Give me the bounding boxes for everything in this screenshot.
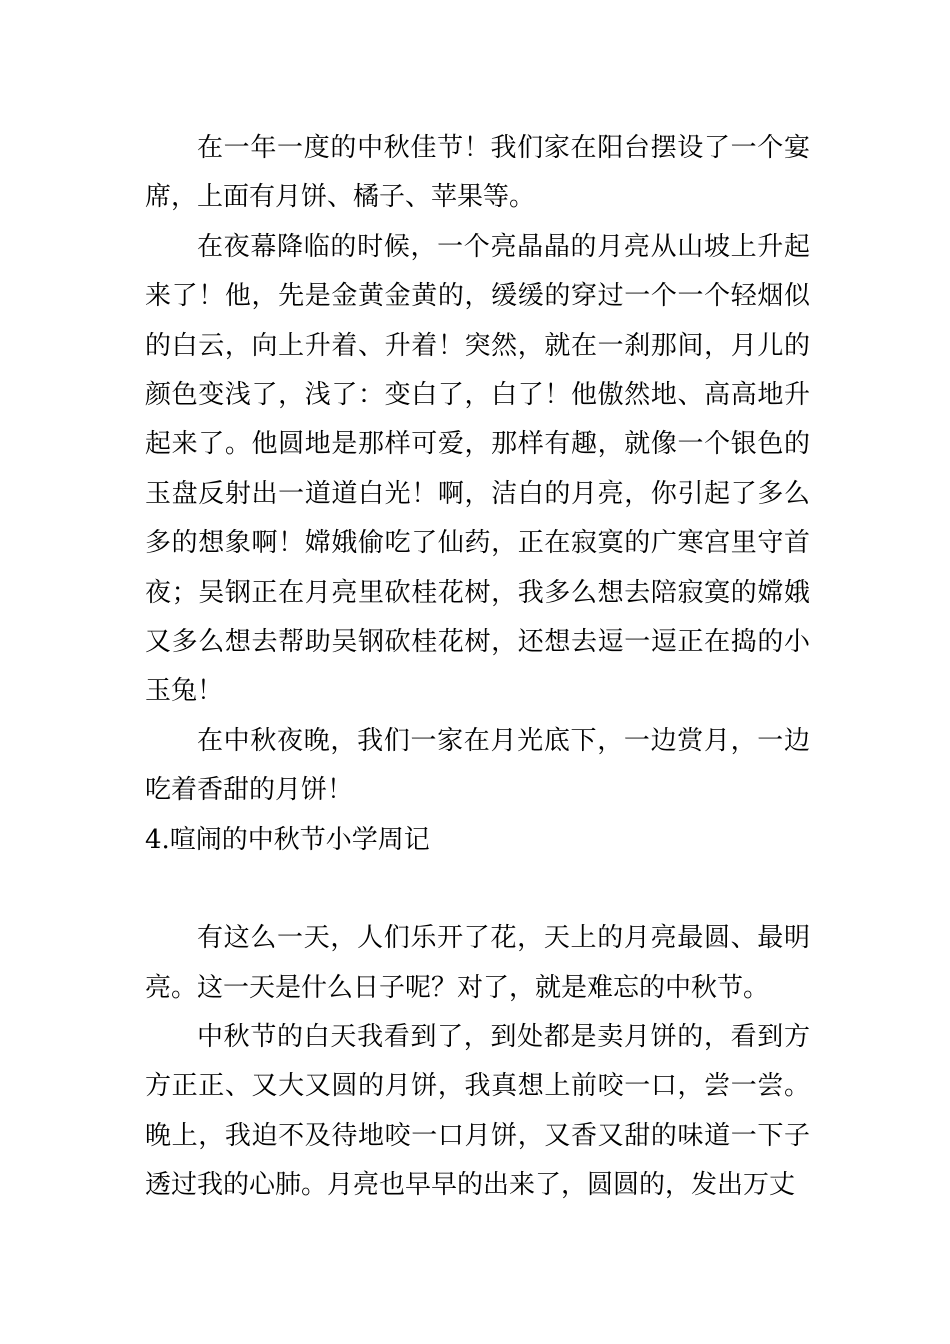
paragraph-5: 中秋节的白天我看到了，到处都是卖月饼的，看到方方正正、又大又圆的月饼，我真想上前咬一口，尝一尝。晚上，我迫不及待地咬一口月饼，又香又甜的味道一下子透过我的心肺。月亮也早早的出来了，圆圆的，发出万丈 — [145, 1021, 810, 1201]
paragraph-2: 在夜幕降临的时候，一个亮晶晶的月亮从山坡上升起来了！他，先是金黄金黄的，缓缓的穿过一个一个轻烟似的白云，向上升着、升着！突然，就在一刹那间，月儿的颜色变浅了，浅了：变白了，白了！他傲然地、高高地升起来了。他圆地是那样可爱，那样有趣，就像一个银色的玉盘反射出一道道白光！啊，洁白的月亮，你引起了多么多的想象啊！嫦娥偷吃了仙药，正在寂寞的广寒宫里守首夜；吴钢正在月亮里砍桂花树，我多么想去陪寂寞的嫦娥又多么想去帮助吴钢砍桂花树，还想去逗一逗正在捣的小玉兔！ — [145, 231, 810, 707]
document-body — [145, 124, 810, 1211]
paragraph-1: 在一年一度的中秋佳节！我们家在阳台摆设了一个宴席，上面有月饼、橘子、苹果等。 — [145, 133, 810, 213]
paragraph-4: 有这么一天，人们乐开了花，天上的月亮最圆、最明亮。这一天是什么日子呢？对了，就是难忘的中秋节。 — [145, 923, 810, 1003]
blank-line — [145, 865, 810, 914]
paragraph-3: 在中秋夜晚，我们一家在月光底下，一边赏月，一边吃着香甜的月饼！ — [145, 725, 810, 806]
section-heading: 4.喧闹的中秋节小学周记 — [145, 824, 430, 855]
